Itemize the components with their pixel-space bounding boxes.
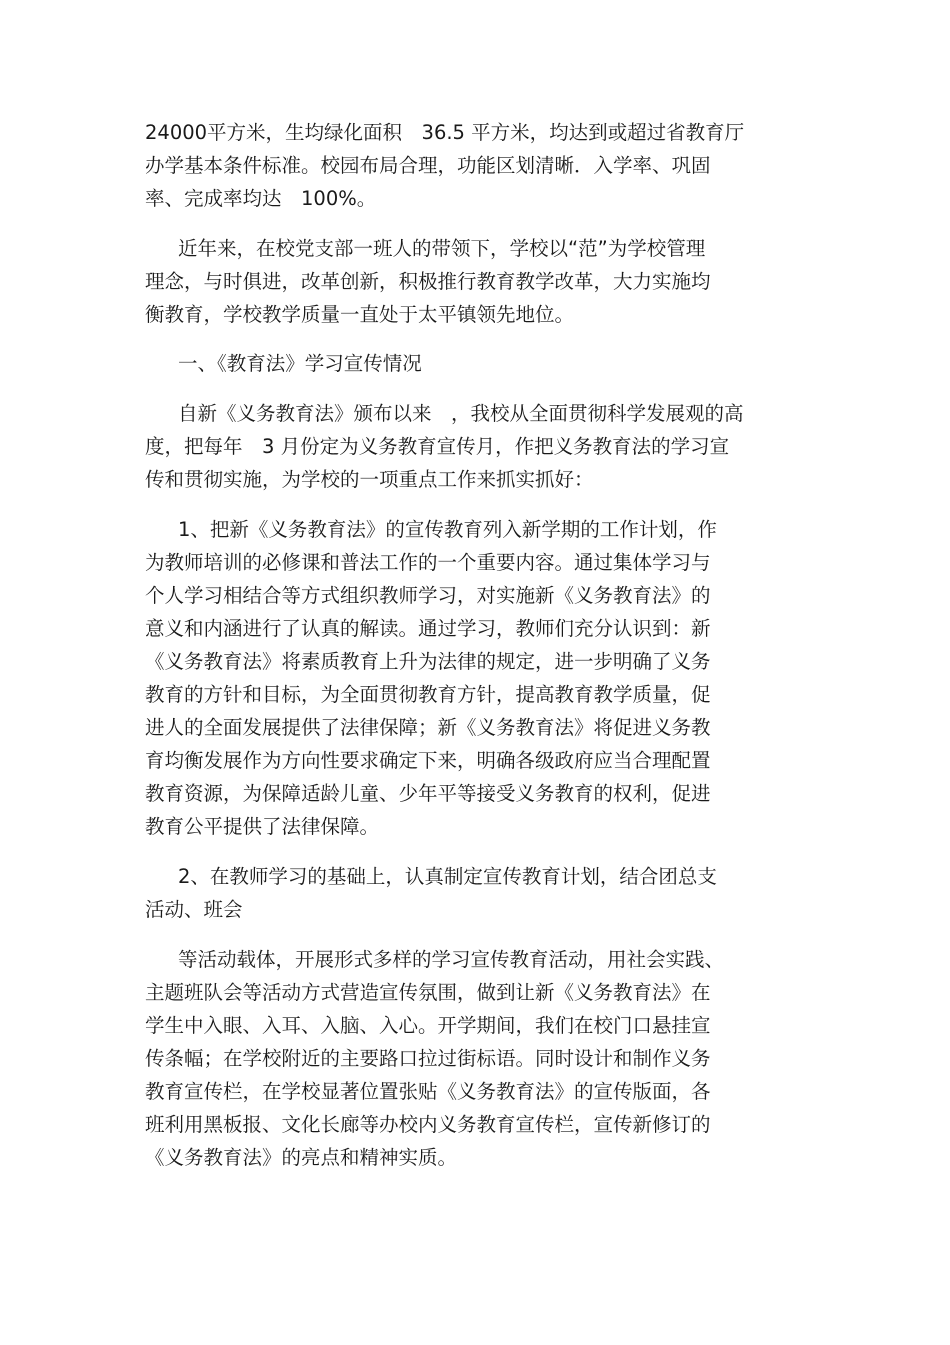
text-line: 进人的全面发展提供了法律保障；新《义务教育法》将促进义务教 <box>145 716 711 739</box>
text-line: 意义和内涵进行了认真的解读。通过学习，教师们充分认识到：新 <box>145 617 711 640</box>
text-line: 活动、班会 <box>145 898 243 921</box>
text-line: 2、在教师学习的基础上，认真制定宣传教育计划，结合团总支 <box>178 865 717 888</box>
text-line: 率、完成率均达 100%。 <box>145 187 377 210</box>
text-line: 等活动载体，开展形式多样的学习宣传教育活动，用社会实践、 <box>178 948 725 971</box>
text-line: 1、把新《义务教育法》的宣传教育列入新学期的工作计划，作 <box>178 518 717 541</box>
text-line: 自新《义务教育法》颁布以来 ，我校从全面贯彻科学发展观的高 <box>178 402 744 425</box>
text-line: 衡教育，学校教学质量一直处于太平镇领先地位。 <box>145 303 575 326</box>
section-heading-text: 一、《教育法》学习宣传情况 <box>178 352 422 375</box>
text-line: 育均衡发展作为方向性要求确定下来，明确各级政府应当合理配置 <box>145 749 711 772</box>
text-line: 学生中入眼、入耳、入脑、入心。开学期间，我们在校门口悬挂宣 <box>145 1014 711 1037</box>
text-line: 教育资源，为保障适龄儿童、少年平等接受义务教育的权利，促进 <box>145 782 711 805</box>
text-line: 个人学习相结合等方式组织教师学习，对实施新《义务教育法》的 <box>145 584 711 607</box>
text-line: 教育的方针和目标，为全面贯彻教育方针，提高教育教学质量，促 <box>145 683 711 706</box>
text-line: 教育宣传栏，在学校显著位置张贴《义务教育法》的宣传版面，各 <box>145 1080 711 1103</box>
text-line: 教育公平提供了法律保障。 <box>145 815 380 838</box>
text-line: 办学基本条件标准。校园布局合理，功能区划清晰．入学率、巩固 <box>145 154 711 177</box>
text-line: 近年来，在校党支部一班人的带领下，学校以“范”为学校管理 <box>178 237 706 260</box>
text-line: 理念，与时俱进，改革创新，积极推行教育教学改革，大力实施均 <box>145 270 711 293</box>
text-line: 为教师培训的必修课和普法工作的一个重要内容。通过集体学习与 <box>145 551 711 574</box>
text-line: 班利用黑板报、文化长廊等办校内义务教育宣传栏，宣传新修订的 <box>145 1113 711 1136</box>
text-line: 主题班队会等活动方式营造宣传氛围，做到让新《义务教育法》在 <box>145 981 711 1004</box>
text-line: 《义务教育法》的亮点和精神实质。 <box>145 1146 458 1169</box>
text-line: 24000平方米，生均绿化面积 36.5 平方米，均达到或超过省教育厅 <box>145 121 745 144</box>
text-line: 度，把每年 3 月份定为义务教育宣传月，作把义务教育法的学习宣 <box>145 435 730 458</box>
text-line: 传和贯彻实施，为学校的一项重点工作来抓实抓好： <box>145 468 594 491</box>
text-line: 传条幅；在学校附近的主要路口拉过街标语。同时设计和制作义务 <box>145 1047 711 1070</box>
text-line: 《义务教育法》将素质教育上升为法律的规定，进一步明确了义务 <box>145 650 711 673</box>
